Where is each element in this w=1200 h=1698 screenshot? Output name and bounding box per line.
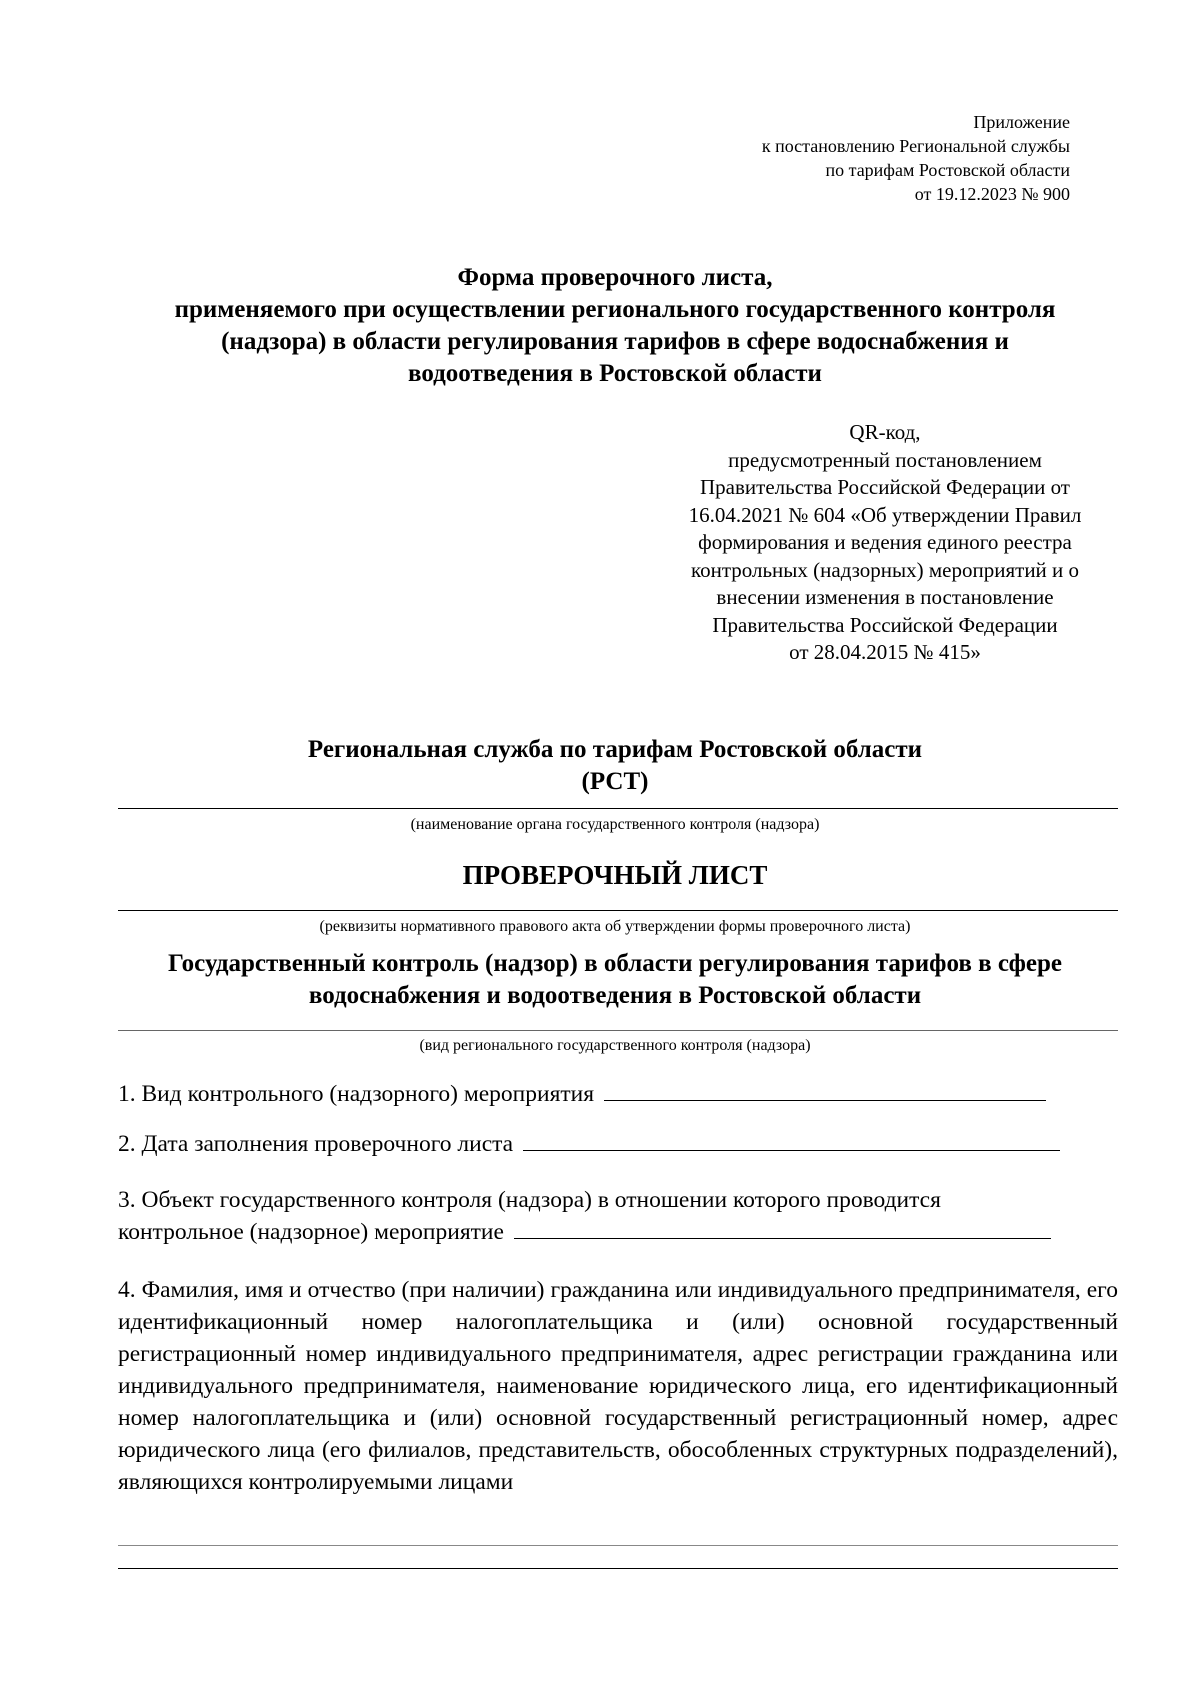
field-fill-date-blank[interactable] — [523, 1130, 1060, 1151]
field-event-type-blank[interactable] — [604, 1080, 1046, 1101]
qr-note-line: формирования и ведения единого реестра — [698, 530, 1072, 554]
qr-note-line: внесении изменения в постановление — [716, 585, 1054, 609]
authority-abbreviation: (РСТ) — [581, 768, 649, 795]
qr-note-line: контрольных (надзорных) мероприятий и о — [690, 557, 1080, 582]
control-type-heading — [110, 948, 1120, 1012]
qr-note-line: предусмотренный постановлением — [728, 447, 1042, 472]
authority-name — [110, 734, 1120, 798]
appendix-line: от 19.12.2023 № 900 — [914, 184, 1070, 204]
control-type-line: водоснабжения и водоотведения в Ростовской области — [308, 982, 922, 1009]
field-controlled-person: 4. Фамилия, имя и отчество (при наличии) гражданина или индивидуального предпринимателя, его идентификационный номер налогоплательщика и (или) основной государственный регистрационный номер индивидуального предпринимателя, адрес регистрации гражданина или индивидуального предпринимателя, наименование юридического лица, его идентификационный номер налогоплательщика и (или) основной государственный регистрационный номер, адрес юридического лица (его филиалов, представительств, обособленных структурных подразделений), являющихся контролируемыми лицами — [118, 1277, 1118, 1495]
appendix-line: Приложение — [973, 112, 1070, 132]
qr-code-note — [640, 419, 1130, 667]
field-control-object-label-cont: контрольное (надзорное) мероприятие — [118, 1219, 504, 1245]
form-title-line: применяемого при осуществлении регионального государственного контроля — [174, 296, 1056, 323]
field-controlled-person-blank-2[interactable] — [118, 1568, 1118, 1569]
check-list-title: ПРОВЕРОЧНЫЙ ЛИСТ — [462, 860, 768, 890]
appendix-header — [762, 110, 1070, 206]
field-control-object — [118, 1184, 1118, 1248]
control-type-underline — [118, 1030, 1118, 1031]
appendix-line: по тарифам Ростовской области — [825, 160, 1070, 180]
appendix-line: к постановлению Региональной службы — [761, 136, 1070, 156]
qr-note-line: Правительства Российской Федерации от — [700, 475, 1070, 499]
check-list-underline — [118, 910, 1118, 911]
field-fill-date-label: 2. Дата заполнения проверочного листа — [118, 1131, 514, 1157]
field-control-object-label: 3. Объект государственного контроля (надзора) в отношении которого проводится — [118, 1187, 941, 1213]
qr-note-line: Правительства Российской Федерации — [712, 612, 1058, 637]
authority-name-line: Региональная служба по тарифам Ростовской области — [307, 736, 923, 763]
authority-underline — [118, 808, 1118, 809]
control-type-line: Государственный контроль (надзор) в области регулирования тарифов в сфере — [167, 950, 1063, 977]
field-control-object-blank[interactable] — [514, 1218, 1051, 1239]
form-title-line: водоотведения в Ростовской области — [408, 360, 822, 387]
field-fill-date — [118, 1128, 1118, 1160]
control-type-caption: (вид регионального государственного контроля (надзора) — [419, 1037, 811, 1054]
form-title-line: Форма проверочного листа, — [457, 264, 773, 291]
qr-note-line: 16.04.2021 № 604 «Об утверждении Правил — [688, 502, 1082, 527]
form-title — [110, 262, 1120, 390]
form-title-line: (надзора) в области регулирования тарифов в сфере водоснабжения и — [221, 328, 1009, 355]
field-event-type-label: 1. Вид контрольного (надзорного) мероприятия — [118, 1081, 595, 1107]
field-event-type — [118, 1078, 1118, 1110]
field-controlled-person-blank-1[interactable] — [118, 1545, 1118, 1546]
qr-note-line: от 28.04.2015 № 415» — [789, 640, 981, 664]
check-list-caption: (реквизиты нормативного правового акта об утверждении формы проверочного листа) — [319, 918, 911, 935]
authority-caption: (наименование органа государственного контроля (надзора) — [410, 816, 820, 833]
qr-note-line: QR-код, — [849, 420, 921, 444]
